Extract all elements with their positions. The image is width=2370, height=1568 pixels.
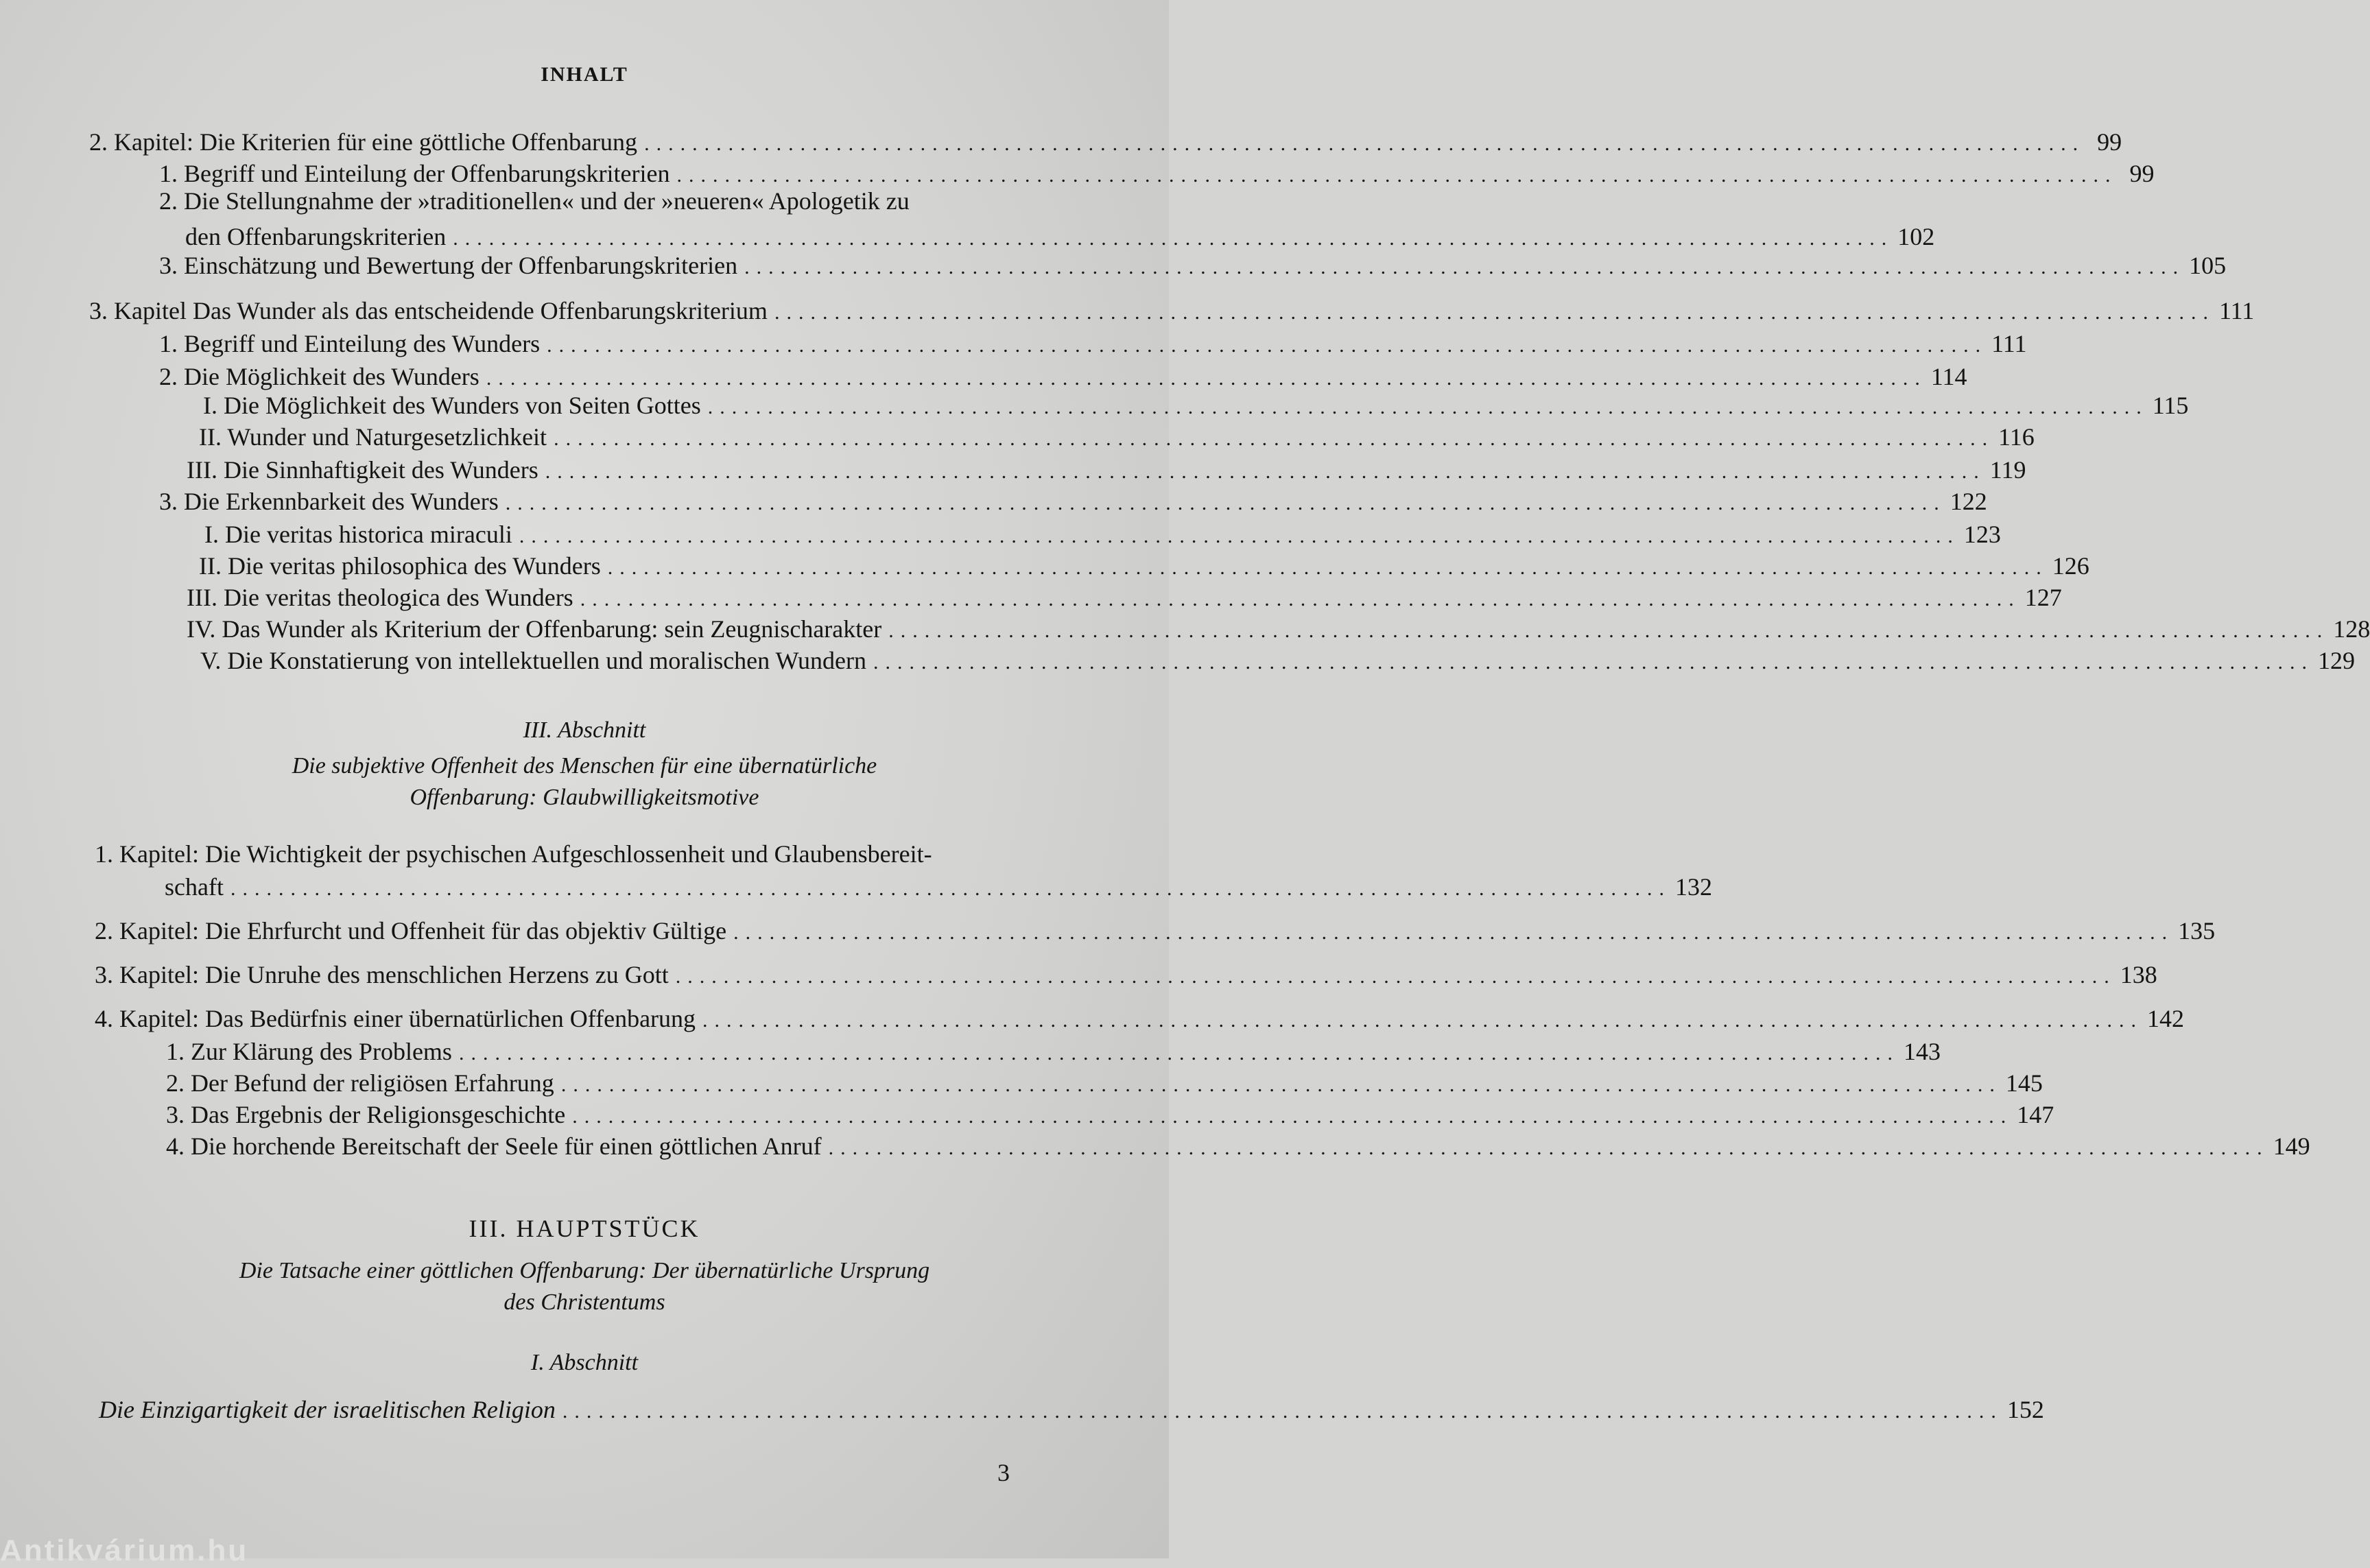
dot-leader: ........................................................................................................................ [560,1073,2002,1096]
part-subtitle-line1: Die Tatsache einer göttlichen Offenbarung: Der übernatürliche Ursprung [239,1258,930,1283]
dot-leader: ........................................................................................................................ [733,921,2175,944]
toc-entry-title: 1. Zur Klärung des Problems [166,1038,452,1065]
page-header: INHALT [541,63,628,86]
toc-entry [200,645,2356,678]
dot-leader: ........................................................................................................................ [888,619,2330,642]
toc-entry-title: den Offenbarungskriterien [185,223,447,250]
toc-entry [159,250,2227,283]
dot-leader: ........................................................................................................................ [873,651,2314,674]
toc-entry-page: 116 [1998,423,2035,451]
toc-entry-title: III. Die Sinnhaftigkeit des Wunders [187,456,538,484]
toc-entry-title: I. Die Möglichkeit des Wunders von Seiten Gottes [203,392,701,419]
toc-entry-title: 2. Kapitel: Die Ehrfurcht und Offenheit für das objektiv Gültige [95,917,727,945]
section-heading: III. Abschnitt [523,717,646,743]
dot-leader: ........................................................................................................................ [554,427,1995,450]
toc-entry [95,959,2157,993]
toc-entry-title: 4. Kapitel: Das Bedürfnis einer übernatürlichen Offenbarung [95,1005,696,1032]
toc-entry-page: 135 [2178,917,2216,945]
toc-entry [95,915,2216,949]
toc-entry-page: 147 [2017,1101,2054,1128]
toc-entry-title-line1: 2. Die Stellungnahme der »traditionellen« und der »neueren« Apologetik zu [159,187,910,215]
toc-entry-title: 2. Der Befund der religiösen Erfahrung [166,1069,554,1097]
dot-leader: ........................................................................................................................ [545,460,1986,483]
toc-entry-title: 3. Kapitel Das Wunder als das entscheidende Offenbarungskriterium [89,297,768,324]
dot-leader: ........................................................................................................................ [547,334,1988,357]
toc-entry-page: 152 [2006,1396,2044,1423]
section-subtitle-line2: Offenbarung: Glaubwilligkeitsmotive [410,785,759,810]
toc-entry-page: 99 [2097,128,2122,156]
toc-entry-page: 145 [2005,1069,2043,1097]
toc-entry [159,486,1987,519]
dot-leader: ........................................................................................................................ [702,1009,2144,1032]
toc-entry-page: 99 [2129,160,2155,187]
page-number: 3 [997,1459,1010,1486]
dot-leader: ........................................................................................................................ [644,132,2085,155]
toc-entry-page: 123 [1963,521,2001,548]
toc-entry [95,1003,2185,1036]
toc-entry [159,328,2027,361]
toc-entry-page: 143 [1903,1038,1941,1065]
dot-leader: ........................................................................................................................ [562,1400,2003,1423]
toc-entry-page: 149 [2273,1132,2310,1160]
toc-entry-title: I. Die veritas historica miraculi [204,521,512,548]
toc-entry-title: 1. Begriff und Einteilung des Wunders [159,330,541,357]
toc-entry [199,550,2089,584]
toc-entry-page: 127 [2024,584,2062,611]
toc-entry [89,126,2122,160]
dot-leader: ........................................................................................................................ [505,492,1946,514]
toc-entry-title: 2. Die Möglichkeit des Wunders [159,363,479,390]
dot-leader: ........................................................................................................................ [458,1042,1899,1065]
toc-entry-title: 4. Die horchende Bereitschaft der Seele für einen göttlichen Anruf [166,1132,822,1160]
section-subtitle-line1: Die subjektive Offenheit des Menschen für eine übernatürliche [292,753,877,779]
dot-leader: ........................................................................................................................ [774,301,2215,324]
toc-entry-title: schaft [165,873,224,901]
toc-entry-page: 142 [2147,1005,2185,1032]
dot-leader: ........................................................................................................................ [675,965,2116,988]
toc-entry-title: III. Die veritas theologica des Wunders [187,584,573,611]
toc-entry [165,871,1712,905]
toc-entry-page: 126 [2052,552,2089,580]
toc-entry-page: 111 [1991,330,2027,357]
toc-entry-page: 111 [2218,297,2255,324]
toc-entry-title: IV. Das Wunder als Kriterium der Offenbarung: sein Zeugnischarakter [187,615,882,643]
toc-entry-page: 105 [2189,252,2227,279]
toc-entry [203,390,2189,423]
toc-entry-page: 114 [1930,363,1967,390]
dot-leader: ........................................................................................................................ [828,1137,2269,1159]
watermark-text: Antikvárium.hu [0,1534,249,1567]
toc-entry [187,613,2370,647]
toc-entry-title: II. Wunder und Naturgesetzlichkeit [199,423,547,451]
dot-leader: ........................................................................................................................ [607,556,2048,579]
toc-entry-title: 3. Die Erkennbarkeit des Wunders [159,488,499,515]
dot-leader: ........................................................................................................................ [230,877,1671,900]
toc-entry-page: 102 [1897,223,1935,250]
toc-entry [166,1067,2043,1101]
dot-leader: ........................................................................................................................ [519,525,1960,547]
toc-entry-page: 129 [2318,647,2356,674]
toc-entry-title: V. Die Konstatierung von intellektuellen und moralischen Wundern [200,647,867,674]
toc-entry-page: 115 [2152,392,2189,419]
part-subtitle-line2: des Christentums [503,1290,665,1315]
toc-entry [166,1036,1941,1069]
toc-entry-page: 132 [1674,873,1712,901]
toc-entry [187,454,2026,488]
toc-entry [204,519,2001,552]
toc-entry-page: 128 [2333,615,2370,643]
toc-entry [99,1394,2044,1427]
toc-entry-title: Die Einzigartigkeit der israelitischen Religion [99,1396,556,1423]
toc-entry [199,421,2035,455]
toc-entry-page: 138 [2120,961,2157,988]
dot-leader: ........................................................................................................................ [744,256,2185,278]
toc-entry [166,1130,2310,1164]
dot-leader: ........................................................................................................................ [580,588,2021,610]
toc-entry-page: 119 [1989,456,2026,484]
toc-entry [166,1099,2054,1132]
section-heading: I. Abschnitt [530,1350,639,1375]
toc-entry-title-line1: 1. Kapitel: Die Wichtigkeit der psychischen Aufgeschlossenheit und Glaubensbereit- [95,840,932,868]
toc-entry-title: 3. Das Ergebnis der Religionsgeschichte [166,1101,566,1128]
toc-entry-title: 3. Kapitel: Die Unruhe des menschlichen Herzens zu Gott [95,961,669,988]
dot-leader: ........................................................................................................................ [453,227,1894,250]
part-heading: III. HAUPTSTÜCK [469,1215,700,1242]
toc-entry-title: 3. Einschätzung und Bewertung der Offenbarungskriterien [159,252,738,279]
dot-leader: ........................................................................................................................ [486,367,1927,390]
toc-entry [89,295,2255,329]
toc-entry-page: 122 [1950,488,1987,515]
toc-entry-title: II. Die veritas philosophica des Wunders [199,552,601,580]
dot-leader: ........................................................................................................................ [707,396,2148,418]
toc-entry [187,582,2062,615]
dot-leader: ........................................................................................................................ [676,164,2118,187]
dot-leader: ........................................................................................................................ [572,1105,2013,1128]
toc-entry-title: 1. Begriff und Einteilung der Offenbarungskriterien [159,160,670,187]
toc-entry-title: 2. Kapitel: Die Kriterien für eine göttliche Offenbarung [89,128,638,156]
